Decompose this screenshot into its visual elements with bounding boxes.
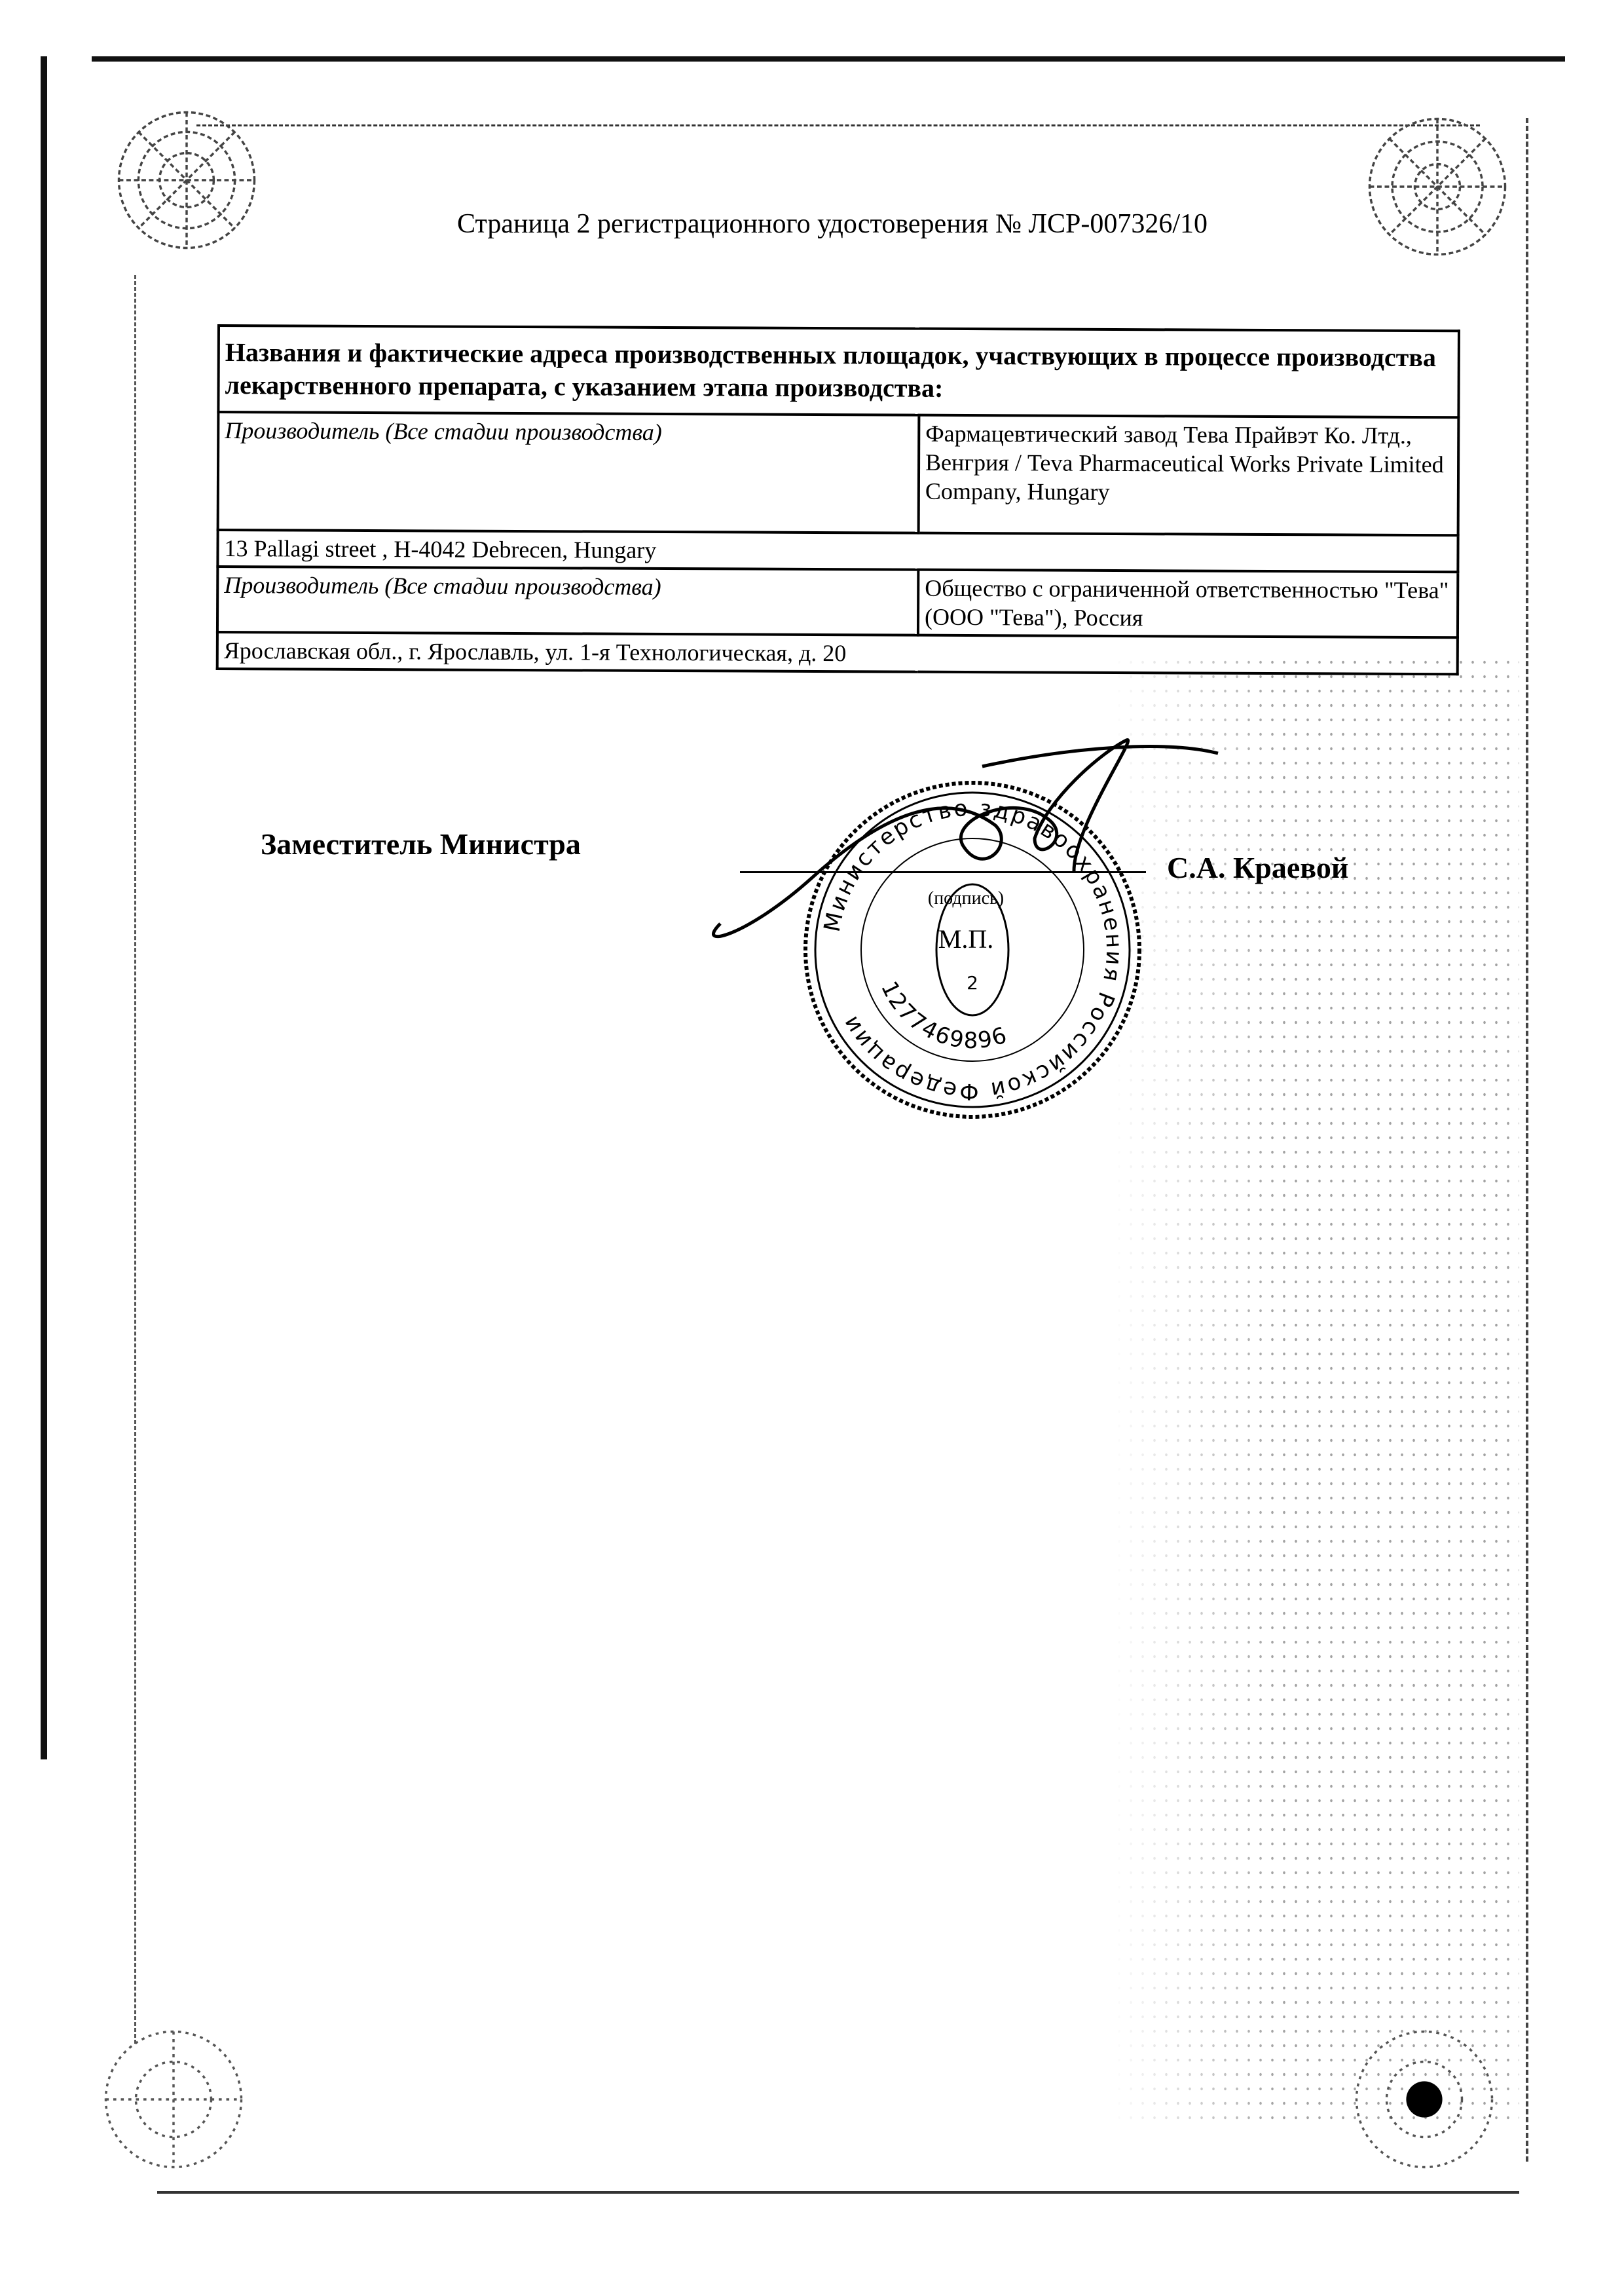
table-row: [218, 412, 1459, 535]
table-row: [217, 632, 1458, 674]
manufacturer-address: Ярославская обл., г. Ярославль, ул. 1-я Технологическая, д. 20: [217, 632, 1458, 674]
frame-inner-border: [196, 124, 1480, 128]
handwritten-signature: [707, 727, 1231, 943]
frame-left-border: [41, 56, 47, 1759]
signatory-name: С.А. Краевой: [1167, 851, 1349, 884]
table-title-row: [218, 326, 1459, 417]
frame-bottom-border: [157, 2191, 1519, 2194]
stamp-outer-text: Министерство здравоохранения Российской Федерации: [819, 795, 1128, 1105]
table-row: [217, 567, 1458, 637]
rosette-corner-icon: [111, 105, 262, 255]
page-title: Страница 2 регистрационного удостоверения № ЛСР-007326/10: [457, 209, 1208, 239]
stamp-number: 1277469896: [876, 977, 1011, 1055]
rosette-corner-icon: [1349, 2024, 1500, 2175]
signatory-position: Заместитель Министра: [261, 827, 581, 861]
stamp-bottom-number: 2: [967, 972, 978, 994]
frame-right-border: [1526, 118, 1528, 2162]
signature-caption: (подпись): [927, 888, 1005, 909]
manufacturer-role: Производитель (Все стадии производства): [218, 412, 919, 533]
table-title: Названия и фактические адреса производственных площадок, участвующих в процессе производства лекарственного препарата, с указанием этапа производства:: [218, 326, 1459, 417]
manufacturer-address: 13 Pallagi street , H-4042 Debrecen, Hungary: [217, 530, 1458, 572]
seal-mark: М.П.: [938, 924, 994, 954]
manufacturer-role: Производитель (Все стадии производства): [217, 567, 918, 635]
frame-left-dashed-border: [134, 275, 136, 2044]
manufacturer-name: Фармацевтический завод Тева Прайвэт Ко. Лтд., Венгрия / Teva Pharmaceutical Works Private Limited Company, Hungary: [919, 415, 1459, 536]
rosette-corner-icon: [1362, 111, 1513, 262]
rosette-corner-icon: [98, 2024, 249, 2175]
production-sites-table: [216, 324, 1460, 675]
frame-top-border: [92, 56, 1565, 62]
table-row: [217, 530, 1458, 572]
manufacturer-name: Общество с ограниченной ответственностью "Тева" (ООО "Тева"), Россия: [918, 570, 1458, 638]
